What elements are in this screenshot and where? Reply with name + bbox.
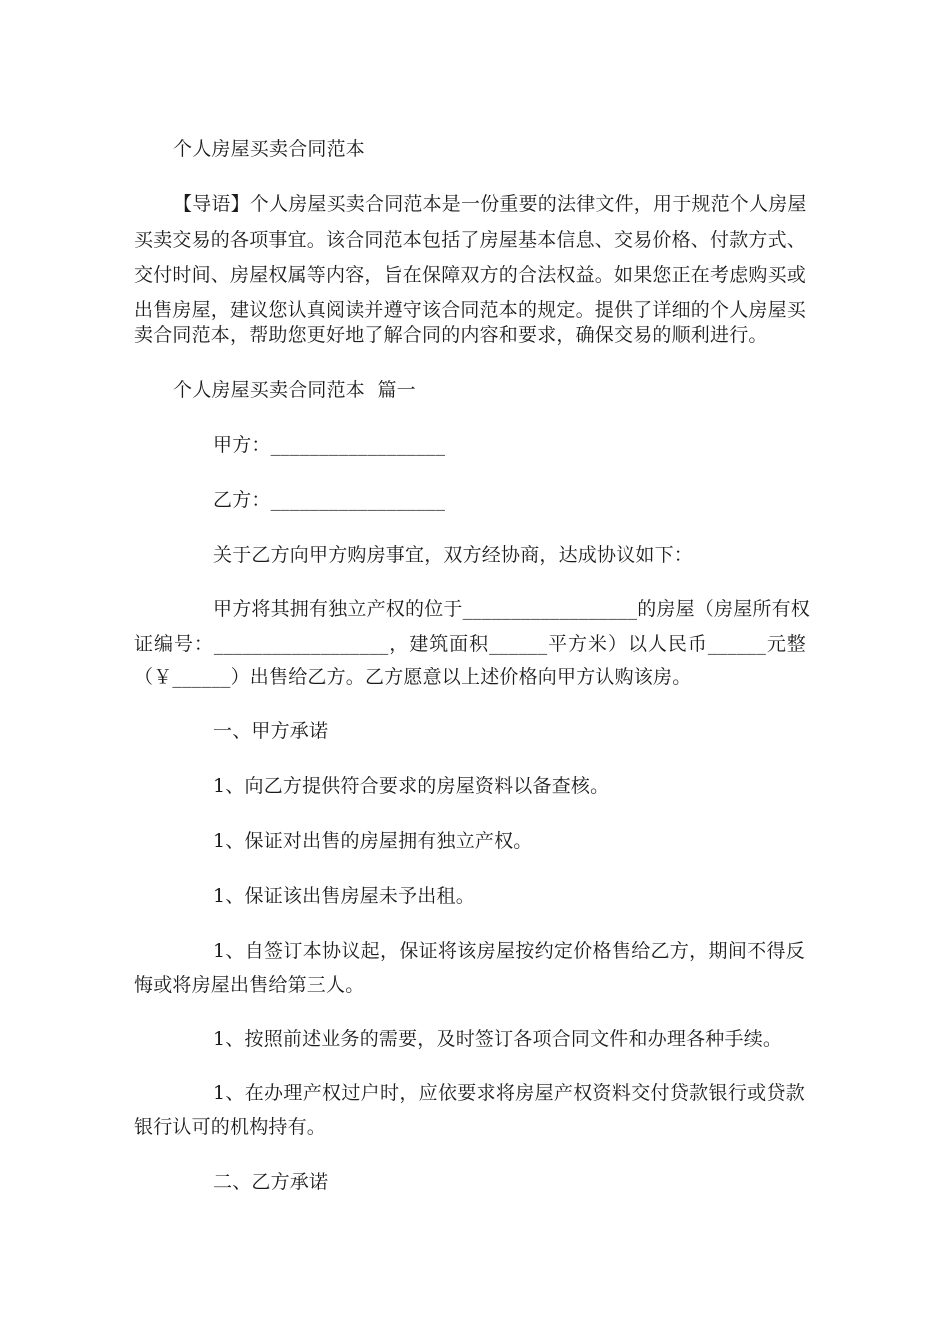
heading-party-a-commitments: 一、甲方承诺	[213, 720, 329, 742]
document-title: 个人房屋买卖合同范本	[173, 138, 366, 160]
intro-line-2: 买卖交易的各项事宜。该合同范本包括了房屋基本信息、交易价格、付款方式、	[134, 229, 807, 251]
clause-6-line-1: 1、在办理产权过户时，应依要求将房屋产权资料交付贷款银行或贷款	[213, 1082, 805, 1104]
clause-4-line-1: 1、自签订本协议起，保证将该房屋按约定价格售给乙方，期间不得反	[213, 940, 805, 962]
clause-4-line-2: 悔或将房屋出售给第三人。	[134, 974, 365, 996]
clause-5: 1、按照前述业务的需要，及时签订各项合同文件和办理各种手续。	[213, 1028, 783, 1050]
intro-line-4: 出售房屋，建议您认真阅读并遵守该合同范本的规定。提供了详细的个人房屋买	[134, 299, 807, 321]
terms-line-2: 证编号：__________________，建筑面积______平方米）以人民币______元整	[134, 633, 806, 655]
intro-line-3: 交付时间、房屋权属等内容，旨在保障双方的合法权益。如果您正在考虑购买或	[134, 264, 807, 286]
terms-line-3: （￥______）出售给乙方。乙方愿意以上述价格向甲方认购该房。	[134, 666, 692, 688]
party-a-line: 甲方：__________________	[213, 434, 446, 456]
intro-line-5: 卖合同范本，帮助您更好地了解合同的内容和要求，确保交易的顺利进行。	[134, 324, 768, 346]
clause-3: 1、保证该出售房屋未予出租。	[213, 885, 475, 907]
clause-6-line-2: 银行认可的机构持有。	[134, 1116, 327, 1138]
party-b-line: 乙方：__________________	[213, 489, 446, 511]
section-title: 个人房屋买卖合同范本 篇一	[173, 379, 416, 401]
heading-party-b-commitments: 二、乙方承诺	[213, 1171, 329, 1193]
clause-1: 1、向乙方提供符合要求的房屋资料以备查核。	[213, 775, 610, 797]
agreement-intro: 关于乙方向甲方购房事宜，双方经协商，达成协议如下：	[213, 544, 694, 566]
terms-line-1: 甲方将其拥有独立产权的位于__________________的房屋（房屋所有权	[213, 598, 811, 620]
intro-line-1: 【导语】个人房屋买卖合同范本是一份重要的法律文件，用于规范个人房屋	[173, 193, 807, 215]
clause-2: 1、保证对出售的房屋拥有独立产权。	[213, 830, 533, 852]
